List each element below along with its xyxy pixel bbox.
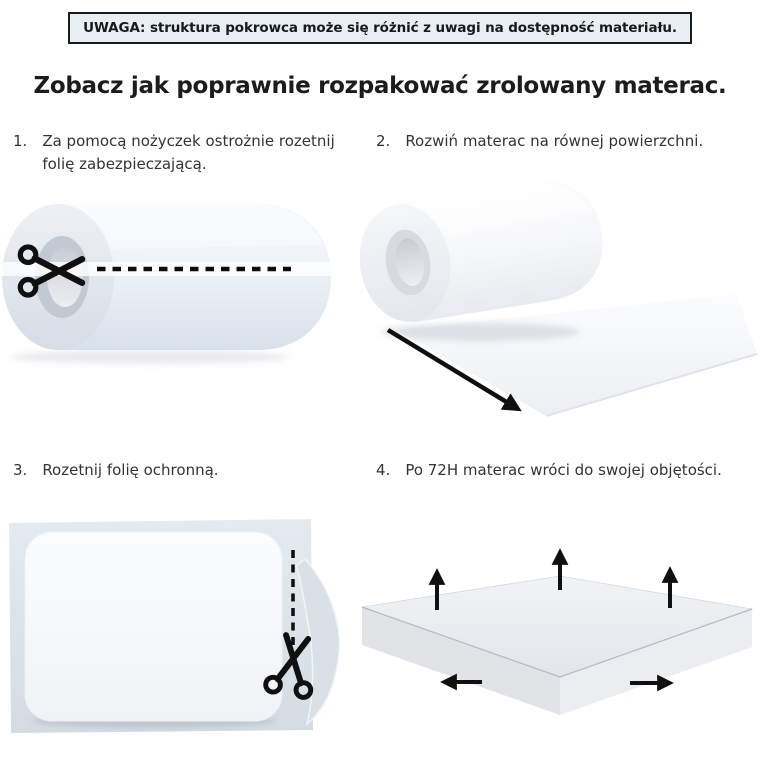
step-number: 3. (13, 461, 28, 479)
flat-mattress (25, 532, 282, 721)
mattress-roll (360, 173, 611, 330)
roll-shadow (10, 350, 290, 364)
step-3-label (13, 459, 362, 482)
unrolling-mattress-illustration (360, 160, 760, 422)
step-4-label (376, 459, 725, 482)
step-2-label (376, 130, 725, 153)
expanding-mattress-illustration (358, 532, 758, 722)
step-text: Po 72H materac wróci do swojej objętości. (405, 461, 722, 479)
mattress-slab (362, 576, 752, 715)
notice-banner-wrapper (0, 12, 760, 44)
film-cutting-illustration (4, 514, 348, 742)
roll-contact-shadow (380, 323, 580, 341)
step-number: 1. (13, 132, 28, 150)
step-text: Rozwiń materac na równej powierzchni. (405, 132, 704, 150)
step-1-label (13, 130, 362, 175)
step-number: 2. (376, 132, 391, 150)
step-text: Za pomocą nożyczek ostrożnie rozetnij folię zabezpieczającą. (42, 132, 335, 173)
step-number: 4. (376, 461, 391, 479)
step-text: Rozetnij folię ochronną. (42, 461, 219, 479)
notice-banner: UWAGA: struktura pokrowca może się różnić z uwagi na dostępność materiału. (68, 12, 692, 44)
rolled-mattress-cut-illustration (0, 196, 336, 374)
page-title: Zobacz jak poprawnie rozpakować zrolowany materac. (33, 73, 727, 100)
